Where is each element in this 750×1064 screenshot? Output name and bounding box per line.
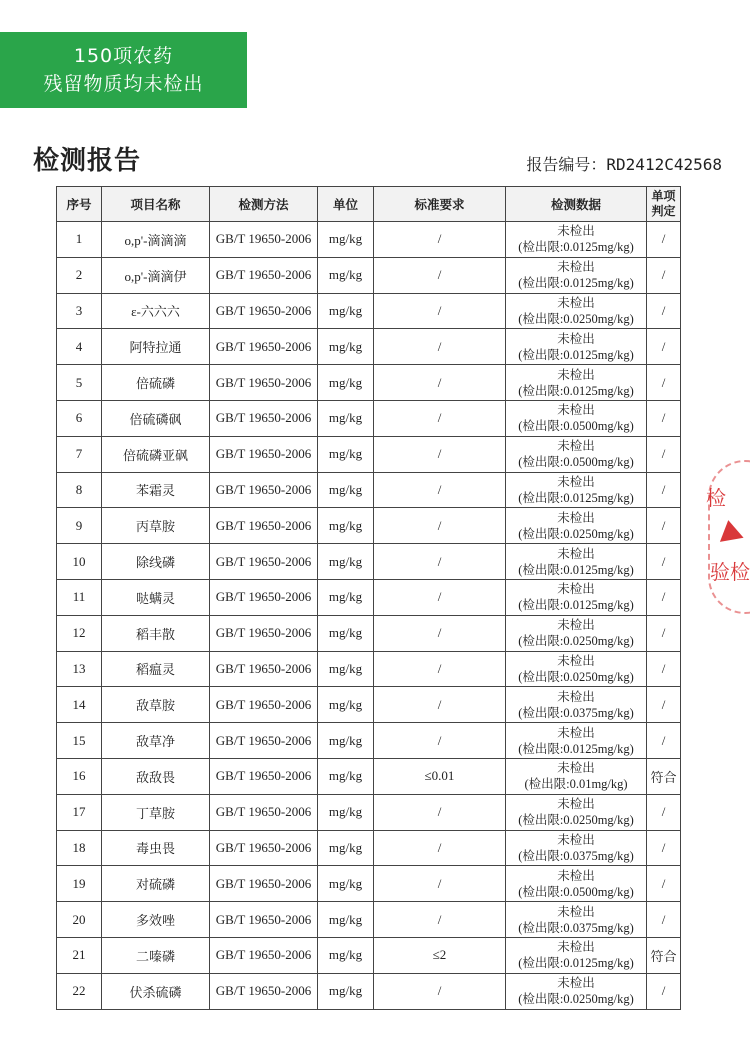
cell-name: 除线磷 <box>102 544 210 580</box>
cell-no: 1 <box>57 222 102 258</box>
cell-unit: mg/kg <box>318 544 374 580</box>
result-status: 未检出 <box>557 976 595 991</box>
header-judgement: 单项判定 <box>647 187 681 222</box>
cell-requirement: / <box>374 579 506 615</box>
cell-method: GB/T 19650-2006 <box>210 937 318 973</box>
cell-judgement: 符合 <box>647 937 681 973</box>
result-status: 未检出 <box>557 832 595 847</box>
cell-method: GB/T 19650-2006 <box>210 758 318 794</box>
cell-unit: mg/kg <box>318 902 374 938</box>
cell-method: GB/T 19650-2006 <box>210 973 318 1009</box>
header-unit: 单位 <box>318 187 374 222</box>
table-row <box>57 544 681 580</box>
table-row <box>57 579 681 615</box>
table-row <box>57 973 681 1009</box>
cell-result <box>506 937 647 973</box>
cell-unit: mg/kg <box>318 723 374 759</box>
cell-name: o,p'-滴滴滴 <box>102 222 210 258</box>
cell-unit: mg/kg <box>318 472 374 508</box>
result-status: 未检出 <box>557 331 595 346</box>
cell-unit: mg/kg <box>318 257 374 293</box>
cell-method: GB/T 19650-2006 <box>210 222 318 258</box>
cell-requirement: / <box>374 436 506 472</box>
cell-no: 9 <box>57 508 102 544</box>
cell-name: 二嗪磷 <box>102 937 210 973</box>
cell-judgement: / <box>647 902 681 938</box>
cell-method: GB/T 19650-2006 <box>210 329 318 365</box>
cell-no: 13 <box>57 651 102 687</box>
table-row <box>57 293 681 329</box>
report-number-label: 报告编号： <box>526 155 607 174</box>
cell-requirement: / <box>374 651 506 687</box>
results-table <box>56 186 681 1010</box>
cell-judgement: / <box>647 365 681 401</box>
cell-method: GB/T 19650-2006 <box>210 293 318 329</box>
result-detection-limit: (检出限:0.0125mg/kg) <box>518 383 634 398</box>
cell-name: 丙草胺 <box>102 508 210 544</box>
cell-unit: mg/kg <box>318 400 374 436</box>
result-status: 未检出 <box>557 689 595 704</box>
cell-name: 丁草胺 <box>102 794 210 830</box>
table-row <box>57 723 681 759</box>
result-detection-limit: (检出限:0.0375mg/kg) <box>518 705 634 720</box>
result-detection-limit: (检出限:0.0250mg/kg) <box>518 634 634 649</box>
cell-name: 对硫磷 <box>102 866 210 902</box>
cell-judgement: / <box>647 651 681 687</box>
cell-requirement: / <box>374 866 506 902</box>
header-name: 项目名称 <box>102 187 210 222</box>
cell-no: 8 <box>57 472 102 508</box>
cell-unit: mg/kg <box>318 830 374 866</box>
cell-no: 11 <box>57 579 102 615</box>
result-status: 未检出 <box>557 367 595 382</box>
cell-name: 苯霜灵 <box>102 472 210 508</box>
cell-name: 毒虫畏 <box>102 830 210 866</box>
cell-result <box>506 329 647 365</box>
cell-requirement: / <box>374 615 506 651</box>
cell-unit: mg/kg <box>318 508 374 544</box>
cell-unit: mg/kg <box>318 758 374 794</box>
cell-method: GB/T 19650-2006 <box>210 866 318 902</box>
result-detection-limit: (检出限:0.0125mg/kg) <box>518 956 634 971</box>
cell-no: 14 <box>57 687 102 723</box>
cell-result <box>506 866 647 902</box>
result-status: 未检出 <box>557 582 595 597</box>
cell-result <box>506 615 647 651</box>
result-detection-limit: (检出限:0.0375mg/kg) <box>518 920 634 935</box>
result-detection-limit: (检出限:0.0500mg/kg) <box>518 419 634 434</box>
result-status: 未检出 <box>557 260 595 275</box>
cell-judgement: / <box>647 293 681 329</box>
cell-name: 稻瘟灵 <box>102 651 210 687</box>
cell-unit: mg/kg <box>318 329 374 365</box>
cell-judgement: / <box>647 222 681 258</box>
table-row <box>57 400 681 436</box>
table-row <box>57 436 681 472</box>
cell-name: 敌草胺 <box>102 687 210 723</box>
result-detection-limit: (检出限:0.0250mg/kg) <box>518 992 634 1007</box>
cell-requirement: / <box>374 973 506 1009</box>
table-row <box>57 508 681 544</box>
cell-unit: mg/kg <box>318 436 374 472</box>
result-detection-limit: (检出限:0.0125mg/kg) <box>518 598 634 613</box>
cell-result <box>506 257 647 293</box>
result-status: 未检出 <box>557 546 595 561</box>
table-row <box>57 222 681 258</box>
result-detection-limit: (检出限:0.0125mg/kg) <box>518 240 634 255</box>
cell-judgement: / <box>647 615 681 651</box>
stamp-triangle-icon <box>716 518 743 542</box>
cell-unit: mg/kg <box>318 365 374 401</box>
cell-unit: mg/kg <box>318 293 374 329</box>
cell-result <box>506 222 647 258</box>
cell-no: 3 <box>57 293 102 329</box>
cell-requirement: / <box>374 400 506 436</box>
cell-method: GB/T 19650-2006 <box>210 400 318 436</box>
cell-requirement: / <box>374 902 506 938</box>
promo-banner <box>0 32 247 108</box>
cell-judgement: / <box>647 830 681 866</box>
result-detection-limit: (检出限:0.0125mg/kg) <box>518 276 634 291</box>
result-status: 未检出 <box>557 904 595 919</box>
cell-unit: mg/kg <box>318 973 374 1009</box>
cell-no: 6 <box>57 400 102 436</box>
cell-name: ε-六六六 <box>102 293 210 329</box>
cell-no: 22 <box>57 973 102 1009</box>
table-row <box>57 615 681 651</box>
cell-requirement: / <box>374 365 506 401</box>
result-detection-limit: (检出限:0.0125mg/kg) <box>518 347 634 362</box>
cell-result <box>506 902 647 938</box>
cell-name: 多效唑 <box>102 902 210 938</box>
cell-method: GB/T 19650-2006 <box>210 579 318 615</box>
result-status: 未检出 <box>557 295 595 310</box>
table-row <box>57 866 681 902</box>
result-detection-limit: (检出限:0.0125mg/kg) <box>518 562 634 577</box>
cell-judgement: / <box>647 508 681 544</box>
cell-result <box>506 794 647 830</box>
cell-unit: mg/kg <box>318 866 374 902</box>
table-row <box>57 651 681 687</box>
table-row <box>57 329 681 365</box>
result-detection-limit: (检出限:0.01mg/kg) <box>524 777 628 792</box>
cell-name: 敌草净 <box>102 723 210 759</box>
cell-requirement: ≤2 <box>374 937 506 973</box>
result-status: 未检出 <box>557 510 595 525</box>
cell-result <box>506 758 647 794</box>
cell-method: GB/T 19650-2006 <box>210 365 318 401</box>
cell-requirement: / <box>374 329 506 365</box>
cell-name: 伏杀硫磷 <box>102 973 210 1009</box>
stamp-char-2: 验检 <box>710 560 750 584</box>
cell-result <box>506 293 647 329</box>
cell-unit: mg/kg <box>318 615 374 651</box>
cell-requirement: / <box>374 222 506 258</box>
cell-name: 稻丰散 <box>102 615 210 651</box>
table-row <box>57 830 681 866</box>
result-detection-limit: (检出限:0.0125mg/kg) <box>518 490 634 505</box>
cell-name: 倍硫磷 <box>102 365 210 401</box>
cell-unit: mg/kg <box>318 687 374 723</box>
cell-judgement: / <box>647 257 681 293</box>
report-number <box>526 152 722 175</box>
cell-result <box>506 436 647 472</box>
cell-no: 2 <box>57 257 102 293</box>
cell-unit: mg/kg <box>318 222 374 258</box>
table-row <box>57 687 681 723</box>
cell-result <box>506 544 647 580</box>
cell-judgement: / <box>647 973 681 1009</box>
cell-no: 21 <box>57 937 102 973</box>
cell-no: 4 <box>57 329 102 365</box>
result-status: 未检出 <box>557 224 595 239</box>
cell-requirement: / <box>374 257 506 293</box>
cell-method: GB/T 19650-2006 <box>210 794 318 830</box>
result-detection-limit: (检出限:0.0500mg/kg) <box>518 455 634 470</box>
cell-unit: mg/kg <box>318 579 374 615</box>
result-status: 未检出 <box>557 797 595 812</box>
table-row <box>57 902 681 938</box>
cell-method: GB/T 19650-2006 <box>210 615 318 651</box>
cell-no: 19 <box>57 866 102 902</box>
header-method: 检测方法 <box>210 187 318 222</box>
cell-no: 5 <box>57 365 102 401</box>
table-row <box>57 365 681 401</box>
cell-judgement: / <box>647 436 681 472</box>
cell-requirement: / <box>374 794 506 830</box>
cell-requirement: / <box>374 508 506 544</box>
cell-judgement: / <box>647 794 681 830</box>
result-detection-limit: (检出限:0.0375mg/kg) <box>518 848 634 863</box>
header-no: 序号 <box>57 187 102 222</box>
cell-no: 12 <box>57 615 102 651</box>
cell-unit: mg/kg <box>318 794 374 830</box>
cell-method: GB/T 19650-2006 <box>210 830 318 866</box>
result-detection-limit: (检出限:0.0125mg/kg) <box>518 741 634 756</box>
cell-requirement: / <box>374 544 506 580</box>
cell-no: 15 <box>57 723 102 759</box>
cell-requirement: / <box>374 687 506 723</box>
header-result: 检测数据 <box>506 187 647 222</box>
result-status: 未检出 <box>557 474 595 489</box>
cell-method: GB/T 19650-2006 <box>210 436 318 472</box>
cell-result <box>506 973 647 1009</box>
result-status: 未检出 <box>557 868 595 883</box>
cell-no: 16 <box>57 758 102 794</box>
cell-no: 18 <box>57 830 102 866</box>
cell-no: 17 <box>57 794 102 830</box>
cell-judgement: 符合 <box>647 758 681 794</box>
cell-judgement: / <box>647 329 681 365</box>
cell-name: o,p'-滴滴伊 <box>102 257 210 293</box>
cell-result <box>506 579 647 615</box>
table-row <box>57 758 681 794</box>
table-row <box>57 257 681 293</box>
result-status: 未检出 <box>557 653 595 668</box>
result-status: 未检出 <box>557 940 595 955</box>
table-row <box>57 937 681 973</box>
cell-result <box>506 365 647 401</box>
header-requirement: 标准要求 <box>374 187 506 222</box>
stamp-char-1: 检 <box>706 486 726 510</box>
cell-no: 20 <box>57 902 102 938</box>
cell-result <box>506 508 647 544</box>
cell-method: GB/T 19650-2006 <box>210 472 318 508</box>
report-number-value: RD2412C42568 <box>606 155 722 174</box>
cell-result <box>506 830 647 866</box>
result-status: 未检出 <box>557 725 595 740</box>
cell-result <box>506 651 647 687</box>
cell-requirement: / <box>374 723 506 759</box>
table-header-row <box>57 187 681 222</box>
cell-judgement: / <box>647 579 681 615</box>
result-status: 未检出 <box>557 403 595 418</box>
banner-line-1: 150项农药 <box>73 45 174 67</box>
result-status: 未检出 <box>557 618 595 633</box>
result-detection-limit: (检出限:0.0250mg/kg) <box>518 813 634 828</box>
result-detection-limit: (检出限:0.0250mg/kg) <box>518 311 634 326</box>
cell-requirement: / <box>374 472 506 508</box>
cell-judgement: / <box>647 866 681 902</box>
cell-result <box>506 687 647 723</box>
cell-judgement: / <box>647 400 681 436</box>
cell-requirement: / <box>374 830 506 866</box>
page-title: 检测报告 <box>33 146 142 176</box>
cell-judgement: / <box>647 472 681 508</box>
banner-line-2: 残留物质均未检出 <box>43 73 204 95</box>
cell-name: 倍硫磷砜 <box>102 400 210 436</box>
cell-judgement: / <box>647 723 681 759</box>
cell-result <box>506 400 647 436</box>
cell-name: 阿特拉通 <box>102 329 210 365</box>
cell-name: 敌敌畏 <box>102 758 210 794</box>
table-row <box>57 472 681 508</box>
result-status: 未检出 <box>557 761 595 776</box>
cell-result <box>506 472 647 508</box>
cell-method: GB/T 19650-2006 <box>210 651 318 687</box>
cell-method: GB/T 19650-2006 <box>210 257 318 293</box>
cell-method: GB/T 19650-2006 <box>210 544 318 580</box>
cell-no: 7 <box>57 436 102 472</box>
inspection-stamp <box>704 460 750 610</box>
table-row <box>57 794 681 830</box>
cell-requirement: ≤0.01 <box>374 758 506 794</box>
cell-requirement: / <box>374 293 506 329</box>
result-detection-limit: (检出限:0.0250mg/kg) <box>518 526 634 541</box>
cell-no: 10 <box>57 544 102 580</box>
cell-unit: mg/kg <box>318 651 374 687</box>
cell-method: GB/T 19650-2006 <box>210 723 318 759</box>
cell-name: 哒螨灵 <box>102 579 210 615</box>
cell-judgement: / <box>647 544 681 580</box>
cell-name: 倍硫磷亚砜 <box>102 436 210 472</box>
result-detection-limit: (检出限:0.0250mg/kg) <box>518 669 634 684</box>
cell-method: GB/T 19650-2006 <box>210 902 318 938</box>
result-detection-limit: (检出限:0.0500mg/kg) <box>518 884 634 899</box>
cell-unit: mg/kg <box>318 937 374 973</box>
result-status: 未检出 <box>557 439 595 454</box>
cell-judgement: / <box>647 687 681 723</box>
cell-result <box>506 723 647 759</box>
cell-method: GB/T 19650-2006 <box>210 508 318 544</box>
cell-method: GB/T 19650-2006 <box>210 687 318 723</box>
